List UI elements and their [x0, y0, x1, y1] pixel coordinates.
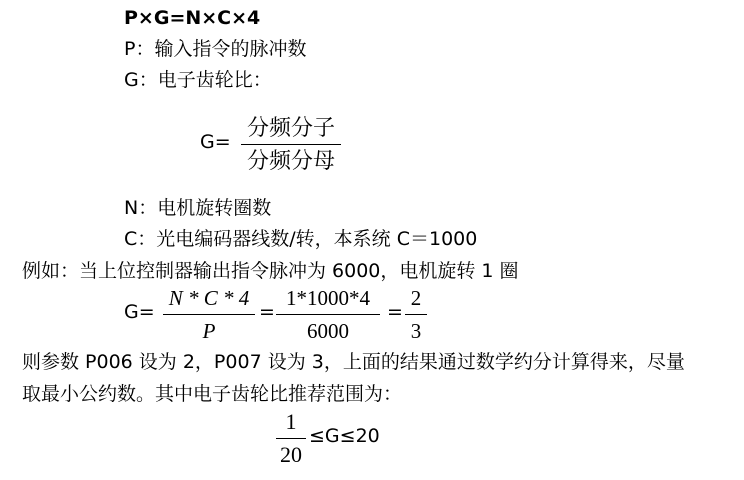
example-fraction-1-numerator: N * C * 4 — [168, 286, 250, 310]
fraction-bar — [163, 314, 255, 315]
example-fraction-2-numerator: 1*1000*4 — [286, 286, 370, 310]
example-fraction-1-denominator: P — [202, 319, 216, 343]
g-definition-numerator: 分频分子 — [246, 115, 335, 140]
main-formula: P×G=N×C×4 — [124, 7, 261, 29]
example-fraction-2-denominator: 6000 — [307, 319, 349, 343]
example-fraction-3-numerator: 2 — [410, 286, 422, 310]
example-equals-1: = — [259, 301, 275, 323]
example-intro: 例如：当上位控制器输出指令脉冲为 6000，电机旋转 1 圈 — [22, 260, 519, 282]
fraction-bar — [276, 438, 306, 439]
example-fraction-3-denominator: 3 — [410, 319, 422, 343]
example-equals-2: = — [387, 301, 403, 323]
range-denominator: 20 — [280, 442, 302, 467]
range-numerator: 1 — [285, 409, 297, 434]
fraction-bar — [276, 314, 380, 315]
conclusion-line-2: 取最小公约数。其中电子齿轮比推荐范围为： — [22, 383, 403, 405]
g-definition-fraction — [241, 113, 341, 176]
example-fraction-3 — [405, 283, 427, 346]
conclusion-line-1: 则参数 P006 设为 2，P007 设为 3，上面的结果通过数学约分计算得来，尽量 — [22, 351, 685, 373]
g-definition-denominator: 分频分母 — [246, 148, 335, 173]
range-fraction — [276, 407, 306, 470]
g-definition-lhs: G= — [200, 131, 231, 153]
example-fraction-1 — [163, 283, 255, 346]
range-inequality: ≤G≤20 — [309, 425, 380, 447]
definition-n: N：电机旋转圈数 — [124, 197, 272, 219]
example-fraction-2 — [276, 283, 380, 346]
definition-g: G：电子齿轮比： — [124, 69, 272, 91]
fraction-bar — [241, 144, 341, 145]
definition-c: C：光电编码器线数/转，本系统 C＝1000 — [124, 228, 478, 250]
example-lhs: G= — [124, 301, 155, 323]
fraction-bar — [405, 314, 427, 315]
definition-p: P：输入指令的脉冲数 — [124, 38, 307, 60]
